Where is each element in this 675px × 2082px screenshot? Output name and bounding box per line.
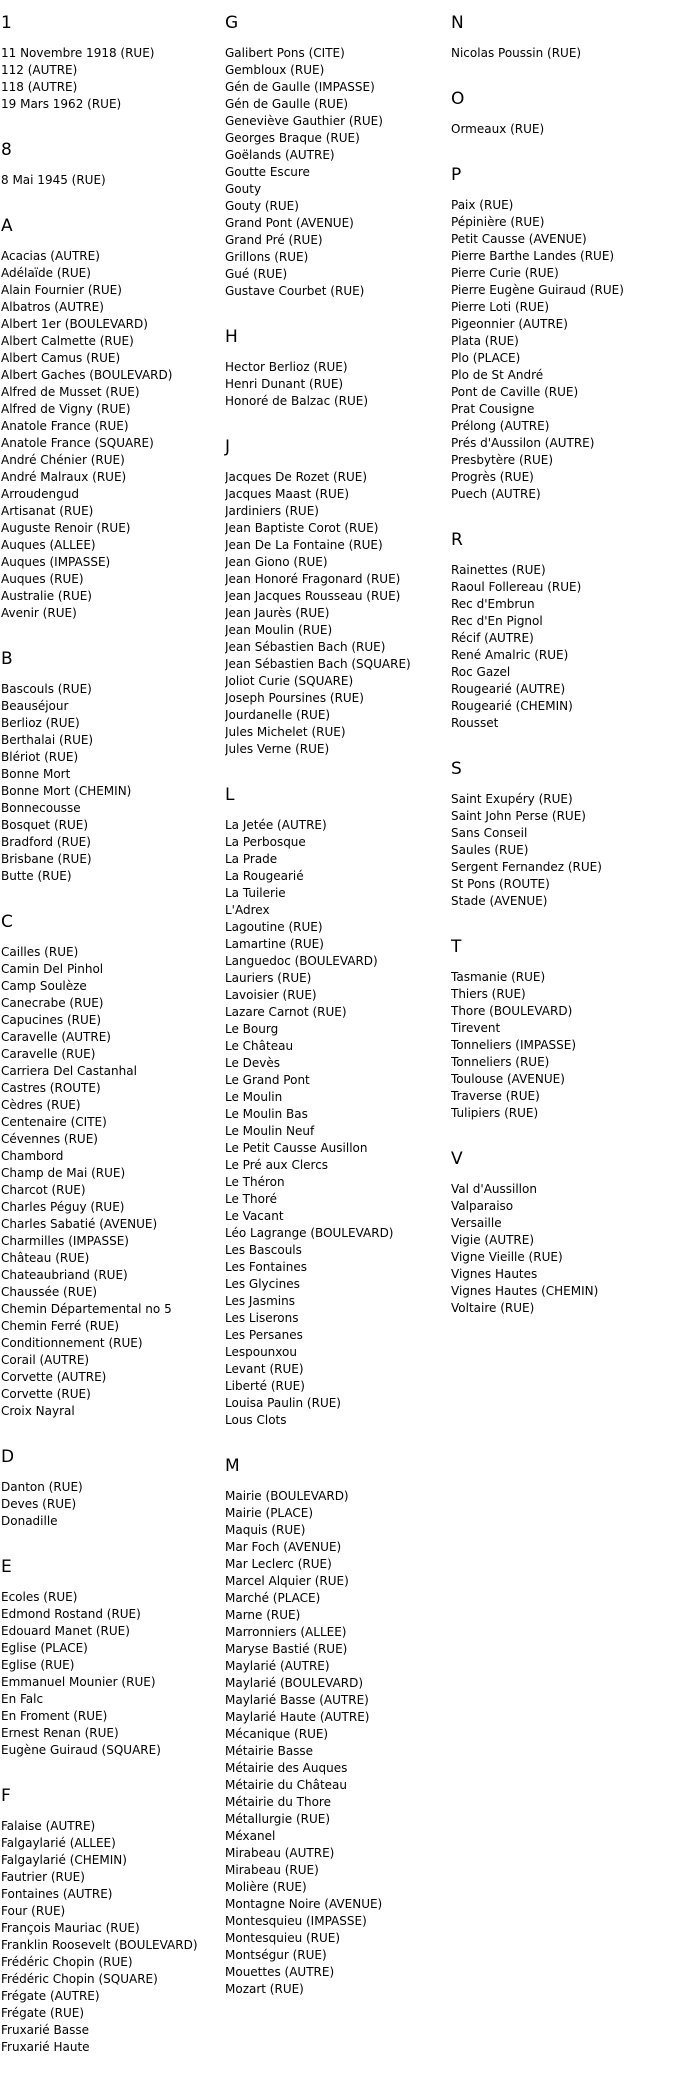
street-entry: Goëlands (AUTRE) (225, 148, 335, 162)
street-entry: Ecoles (RUE) (1, 1590, 78, 1604)
street-entry: Chemin Ferré (RUE) (1, 1319, 120, 1333)
street-entry: Lavoisier (RUE) (225, 988, 317, 1002)
street-entry: Roc Gazel (451, 665, 511, 679)
street-entry: Brisbane (RUE) (1, 852, 92, 866)
street-entry: La Prade (225, 852, 278, 866)
street-entry: Corvette (RUE) (1, 1387, 91, 1401)
street-entry: Albert Calmette (RUE) (1, 334, 134, 348)
letter-group (225, 784, 445, 1429)
street-entry: Tirevent (451, 1021, 501, 1035)
street-entry: Joseph Poursines (RUE) (225, 691, 364, 705)
street-entry: Emmanuel Mounier (RUE) (1, 1675, 156, 1689)
street-entry: Sans Conseil (451, 826, 528, 840)
street-entry: Le Moulin Neuf (225, 1124, 315, 1138)
street-entry: Gén de Gaulle (IMPASSE) (225, 80, 375, 94)
letter-group (1, 648, 221, 885)
street-entry: Vigne Vieille (RUE) (451, 1250, 563, 1264)
street-entry: Falgaylarié (ALLEE) (1, 1836, 116, 1850)
street-entry: Frédéric Chopin (RUE) (1, 1955, 133, 1969)
street-entry: Léo Lagrange (BOULEVARD) (225, 1226, 394, 1240)
street-entry: Montagne Noire (AVENUE) (225, 1897, 383, 1911)
letter-group (1, 1556, 221, 1759)
street-entry: Mairie (BOULEVARD) (225, 1489, 349, 1503)
street-entry: Montesquieu (IMPASSE) (225, 1914, 367, 1928)
street-entry: Capucines (RUE) (1, 1013, 102, 1027)
street-entry: Goutte Escure (225, 165, 310, 179)
street-entry: Pierre Loti (RUE) (451, 300, 550, 314)
street-entry: Cailles (RUE) (1, 945, 79, 959)
street-entry: Adélaïde (RUE) (1, 266, 91, 280)
street-entry: Arroudengud (1, 487, 79, 501)
street-entry: Lauriers (RUE) (225, 971, 312, 985)
street-entry: Charcot (RUE) (1, 1183, 86, 1197)
street-entry: Plo de St André (451, 368, 544, 382)
street-entry: Jardiniers (RUE) (225, 504, 319, 518)
street-entry: Les Liserons (225, 1311, 299, 1325)
street-entry: Sergent Fernandez (RUE) (451, 860, 602, 874)
street-entry: Le Vacant (225, 1209, 284, 1223)
street-entry: Marronniers (ALLEE) (225, 1625, 347, 1639)
street-entry: Rainettes (RUE) (451, 563, 546, 577)
street-entry: Lazare Carnot (RUE) (225, 1005, 347, 1019)
street-entry: En Froment (RUE) (1, 1709, 108, 1723)
street-entry: Artisanat (RUE) (1, 504, 94, 518)
street-entry: Charles Sabatié (AVENUE) (1, 1217, 158, 1231)
letter-group (451, 12, 671, 62)
letter-heading: R (451, 530, 463, 550)
street-entry: Jean Baptiste Corot (RUE) (225, 521, 379, 535)
street-entry: Marne (RUE) (225, 1608, 301, 1622)
letter-group (225, 12, 445, 300)
street-entry: Mirabeau (RUE) (225, 1863, 319, 1877)
street-entry: Fontaines (AUTRE) (1, 1887, 113, 1901)
street-entry: Valparaiso (451, 1199, 514, 1213)
street-entry: Rougearié (CHEMIN) (451, 699, 573, 713)
street-entry: Raoul Follereau (RUE) (451, 580, 582, 594)
street-entry: Progrès (RUE) (451, 470, 534, 484)
street-entry: Alfred de Musset (RUE) (1, 385, 140, 399)
street-entry: René Amalric (RUE) (451, 648, 569, 662)
street-entry: Joliot Curie (SQUARE) (225, 674, 354, 688)
street-entry: Louisa Paulin (RUE) (225, 1396, 341, 1410)
street-entry: Deves (RUE) (1, 1497, 77, 1511)
letter-heading: J (225, 437, 231, 457)
street-entry: 118 (AUTRE) (1, 80, 78, 94)
street-entry: Bonne Mort (CHEMIN) (1, 784, 132, 798)
street-entry: Charmilles (IMPASSE) (1, 1234, 129, 1248)
letter-heading: L (225, 785, 235, 805)
street-entry: Prat Cousigne (451, 402, 535, 416)
street-entry: Edmond Rostand (RUE) (1, 1607, 141, 1621)
street-entry: St Pons (ROUTE) (451, 877, 550, 891)
street-entry: Le Petit Causse Ausillon (225, 1141, 368, 1155)
street-entry: Nicolas Poussin (RUE) (451, 46, 582, 60)
letter-group (451, 164, 671, 503)
street-entry: Versaille (451, 1216, 502, 1230)
street-entry: Eglise (PLACE) (1, 1641, 88, 1655)
street-entry: Mar Foch (AVENUE) (225, 1540, 342, 1554)
street-entry: Pierre Barthe Landes (RUE) (451, 249, 615, 263)
street-entry: Mozart (RUE) (225, 1982, 304, 1996)
street-entry: Rec d'En Pignol (451, 614, 543, 628)
street-entry: Mirabeau (AUTRE) (225, 1846, 335, 1860)
street-entry: Puech (AUTRE) (451, 487, 541, 501)
street-entry: La Perbosque (225, 835, 306, 849)
street-entry: Jourdanelle (RUE) (225, 708, 331, 722)
street-entry: Butte (RUE) (1, 869, 72, 883)
street-entry: Chateaubriand (RUE) (1, 1268, 128, 1282)
street-entry: Corail (AUTRE) (1, 1353, 90, 1367)
street-entry: Canecrabe (RUE) (1, 996, 104, 1010)
street-entry: Falgaylarié (CHEMIN) (1, 1853, 127, 1867)
letter-group (451, 88, 671, 138)
street-entry: Maryse Bastié (RUE) (225, 1642, 348, 1656)
street-entry: Marché (PLACE) (225, 1591, 321, 1605)
index-column-3 (451, 12, 671, 1343)
letter-heading: D (1, 1447, 15, 1467)
street-entry: Pépinière (RUE) (451, 215, 545, 229)
street-entry: Auguste Renoir (RUE) (1, 521, 131, 535)
street-entry: Grillons (RUE) (225, 250, 309, 264)
street-entry: Ernest Renan (RUE) (1, 1726, 119, 1740)
street-entry: Maquis (RUE) (225, 1523, 306, 1537)
street-entry: Lamartine (RUE) (225, 937, 324, 951)
letter-heading: T (451, 937, 462, 957)
street-entry: Danton (RUE) (1, 1480, 83, 1494)
street-entry: Auques (ALLEE) (1, 538, 96, 552)
street-entry: Anatole France (SQUARE) (1, 436, 154, 450)
letter-group (1, 139, 221, 189)
street-entry: Honoré de Balzac (RUE) (225, 394, 369, 408)
street-entry: Métairie du Thore (225, 1795, 331, 1809)
letter-heading: 8 (1, 140, 12, 160)
letter-heading: N (451, 13, 464, 33)
street-entry: Acacias (AUTRE) (1, 249, 100, 263)
street-entry: Mar Leclerc (RUE) (225, 1557, 332, 1571)
street-entry: Pont de Caville (RUE) (451, 385, 579, 399)
street-entry: Beauséjour (1, 699, 69, 713)
street-entry: Four (RUE) (1, 1904, 66, 1918)
street-entry: Le Château (225, 1039, 294, 1053)
street-entry: Auques (IMPASSE) (1, 555, 111, 569)
street-entry: Ormeaux (RUE) (451, 122, 545, 136)
street-entry: Pierre Eugène Guiraud (RUE) (451, 283, 624, 297)
street-entry: Eglise (RUE) (1, 1658, 75, 1672)
street-entry: Georges Braque (RUE) (225, 131, 360, 145)
street-entry: Traverse (RUE) (451, 1089, 540, 1103)
street-entry: Bascouls (RUE) (1, 682, 92, 696)
street-entry: Gouty (225, 182, 262, 196)
street-entry: Chambord (1, 1149, 64, 1163)
street-entry: En Falc (1, 1692, 44, 1706)
street-entry: Jean Honoré Fragonard (RUE) (225, 572, 401, 586)
street-entry: Blériot (RUE) (1, 750, 79, 764)
street-entry: Maylarié Basse (AUTRE) (225, 1693, 369, 1707)
street-entry: Camin Del Pinhol (1, 962, 104, 976)
letter-group (1, 12, 221, 113)
street-entry: Plata (RUE) (451, 334, 519, 348)
street-entry: Le Thoré (225, 1192, 278, 1206)
street-entry: Métairie du Château (225, 1778, 348, 1792)
street-entry: Caravelle (RUE) (1, 1047, 96, 1061)
letter-group (451, 529, 671, 732)
letter-heading: P (451, 165, 462, 185)
letter-heading: O (451, 89, 465, 109)
letter-heading: F (1, 1786, 11, 1806)
street-entry: Montesquieu (RUE) (225, 1931, 341, 1945)
street-entry: Fautrier (RUE) (1, 1870, 85, 1884)
street-entry: La Rougearié (225, 869, 304, 883)
street-entry: Petit Causse (AVENUE) (451, 232, 587, 246)
street-entry: Saint John Perse (RUE) (451, 809, 586, 823)
street-entry: Lous Clots (225, 1413, 287, 1427)
street-entry: Paix (RUE) (451, 198, 514, 212)
street-entry: Bosquet (RUE) (1, 818, 89, 832)
street-entry: Donadille (1, 1514, 58, 1528)
street-entry: Carriera Del Castanhal (1, 1064, 137, 1078)
street-entry: Tulipiers (RUE) (451, 1106, 539, 1120)
street-entry: Jean Sébastien Bach (RUE) (225, 640, 386, 654)
street-entry: Gén de Gaulle (RUE) (225, 97, 349, 111)
street-entry: Thiers (RUE) (451, 987, 526, 1001)
street-entry: Val d'Aussillon (451, 1182, 537, 1196)
street-entry: Maylarié Haute (AUTRE) (225, 1710, 370, 1724)
street-entry: Croix Nayral (1, 1404, 75, 1418)
street-entry: Jean Sébastien Bach (SQUARE) (225, 657, 411, 671)
street-entry: Jean Jaurès (RUE) (225, 606, 330, 620)
street-entry: Métallurgie (RUE) (225, 1812, 331, 1826)
street-entry: Château (RUE) (1, 1251, 90, 1265)
street-entry: François Mauriac (RUE) (1, 1921, 140, 1935)
street-entry: Gouty (RUE) (225, 199, 299, 213)
street-entry: Récif (AUTRE) (451, 631, 534, 645)
street-entry: Le Théron (225, 1175, 285, 1189)
street-entry: Lespounxou (225, 1345, 297, 1359)
street-entry: Le Bourg (225, 1022, 279, 1036)
street-entry: Jules Michelet (RUE) (225, 725, 346, 739)
street-entry: Frégate (AUTRE) (1, 1989, 100, 2003)
street-entry: Le Moulin (225, 1090, 283, 1104)
street-entry: Conditionnement (RUE) (1, 1336, 143, 1350)
street-entry: Albert Gaches (BOULEVARD) (1, 368, 173, 382)
street-entry: Falaise (AUTRE) (1, 1819, 96, 1833)
letter-heading: B (1, 649, 13, 669)
street-entry: Saint Exupéry (RUE) (451, 792, 573, 806)
index-column-1 (1, 12, 221, 2082)
street-entry: Maylarié (AUTRE) (225, 1659, 330, 1673)
letter-heading: 1 (1, 13, 12, 33)
street-entry: Albert 1er (BOULEVARD) (1, 317, 148, 331)
street-entry: Pierre Curie (RUE) (451, 266, 559, 280)
street-entry: Jules Verne (RUE) (225, 742, 330, 756)
street-entry: Tasmanie (RUE) (451, 970, 546, 984)
street-entry: La Jetée (AUTRE) (225, 818, 327, 832)
street-entry: 112 (AUTRE) (1, 63, 78, 77)
street-entry: Fruxarié Basse (1, 2023, 89, 2037)
letter-group (225, 326, 445, 410)
letter-heading: M (225, 1456, 240, 1476)
street-entry: Les Jasmins (225, 1294, 295, 1308)
letter-group (225, 436, 445, 758)
street-entry: Champ de Mai (RUE) (1, 1166, 126, 1180)
street-entry: Voltaire (RUE) (451, 1301, 535, 1315)
letter-heading: S (451, 759, 462, 779)
street-entry: Franklin Roosevelt (BOULEVARD) (1, 1938, 198, 1952)
street-entry: Cèdres (RUE) (1, 1098, 81, 1112)
letter-heading: G (225, 13, 239, 33)
street-entry: Albatros (AUTRE) (1, 300, 104, 314)
letter-heading: A (1, 216, 13, 236)
street-entry: Mécanique (RUE) (225, 1727, 329, 1741)
street-entry: Corvette (AUTRE) (1, 1370, 107, 1384)
street-entry: Berlioz (RUE) (1, 716, 80, 730)
street-entry: Le Moulin Bas (225, 1107, 308, 1121)
street-entry: Berthalai (RUE) (1, 733, 94, 747)
street-entry: Alfred de Vigny (RUE) (1, 402, 131, 416)
street-entry: L'Adrex (225, 903, 270, 917)
street-entry: Alain Fournier (RUE) (1, 283, 122, 297)
street-entry: Gué (RUE) (225, 267, 288, 281)
street-entry: Jacques Maast (RUE) (225, 487, 350, 501)
street-entry: Frédéric Chopin (SQUARE) (1, 1972, 158, 1986)
street-entry: Méxanel (225, 1829, 276, 1843)
street-entry: Bonne Mort (1, 767, 71, 781)
index-column-2 (225, 12, 445, 2024)
street-entry: Le Grand Pont (225, 1073, 310, 1087)
letter-group (1, 1785, 221, 2056)
street-entry: Mairie (PLACE) (225, 1506, 314, 1520)
street-entry: La Tuilerie (225, 886, 286, 900)
letter-group (451, 758, 671, 910)
street-entry: Chemin Départemental no 5 (1, 1302, 172, 1316)
street-entry: Plo (PLACE) (451, 351, 521, 365)
street-entry: Edouard Manet (RUE) (1, 1624, 130, 1638)
street-entry: Albert Camus (RUE) (1, 351, 121, 365)
street-entry: Jacques De Rozet (RUE) (225, 470, 368, 484)
street-entry: Montségur (RUE) (225, 1948, 327, 1962)
street-entry: Les Bascouls (225, 1243, 302, 1257)
letter-group (1, 1446, 221, 1530)
street-entry: Métairie des Auques (225, 1761, 348, 1775)
street-entry: Prés d'Aussilon (AUTRE) (451, 436, 595, 450)
street-entry: Geneviève Gauthier (RUE) (225, 114, 383, 128)
street-entry: Vigie (AUTRE) (451, 1233, 535, 1247)
street-entry: Prélong (AUTRE) (451, 419, 550, 433)
street-entry: Camp Soulèze (1, 979, 87, 993)
street-entry: Languedoc (BOULEVARD) (225, 954, 378, 968)
street-entry: Bradford (RUE) (1, 835, 91, 849)
street-entry: Tonneliers (RUE) (451, 1055, 550, 1069)
street-entry: Frégate (RUE) (1, 2006, 85, 2020)
street-entry: Castres (ROUTE) (1, 1081, 101, 1095)
street-entry: Les Fontaines (225, 1260, 307, 1274)
street-entry: Les Glycines (225, 1277, 300, 1291)
street-entry: Caravelle (AUTRE) (1, 1030, 111, 1044)
street-entry: Avenir (RUE) (1, 606, 77, 620)
street-entry: André Malraux (RUE) (1, 470, 127, 484)
street-entry: Tonneliers (IMPASSE) (451, 1038, 577, 1052)
street-entry: Liberté (RUE) (225, 1379, 305, 1393)
street-entry: Hector Berlioz (RUE) (225, 360, 348, 374)
street-entry: Anatole France (RUE) (1, 419, 129, 433)
street-entry: Presbytère (RUE) (451, 453, 554, 467)
street-entry: Levant (RUE) (225, 1362, 304, 1376)
street-entry: Stade (AVENUE) (451, 894, 548, 908)
street-entry: Métairie Basse (225, 1744, 314, 1758)
street-entry: 11 Novembre 1918 (RUE) (1, 46, 155, 60)
letter-group (225, 1455, 445, 1998)
street-entry: 8 Mai 1945 (RUE) (1, 173, 106, 187)
street-entry: Eugène Guiraud (SQUARE) (1, 1743, 161, 1757)
street-entry: Vignes Hautes (CHEMIN) (451, 1284, 599, 1298)
street-entry: Bonnecousse (1, 801, 81, 815)
street-entry: Rougearié (AUTRE) (451, 682, 566, 696)
street-entry: Auques (RUE) (1, 572, 84, 586)
street-entry: Le Devès (225, 1056, 281, 1070)
street-entry: Mouettes (AUTRE) (225, 1965, 335, 1979)
street-entry: 19 Mars 1962 (RUE) (1, 97, 122, 111)
letter-group (451, 1148, 671, 1317)
street-entry: Marcel Alquier (RUE) (225, 1574, 349, 1588)
street-entry: Australie (RUE) (1, 589, 92, 603)
street-entry: Jean Jacques Rousseau (RUE) (225, 589, 401, 603)
street-entry: Cévennes (RUE) (1, 1132, 98, 1146)
street-entry: Chaussée (RUE) (1, 1285, 98, 1299)
street-entry: Maylarié (BOULEVARD) (225, 1676, 364, 1690)
street-entry: Les Persanes (225, 1328, 303, 1342)
letter-heading: H (225, 327, 238, 347)
street-entry: Grand Pont (AVENUE) (225, 216, 354, 230)
letter-heading: E (1, 1557, 12, 1577)
street-entry: Vignes Hautes (451, 1267, 538, 1281)
street-entry: Pigeonnier (AUTRE) (451, 317, 568, 331)
street-entry: Gembloux (RUE) (225, 63, 325, 77)
letter-group (1, 911, 221, 1420)
letter-group (1, 215, 221, 622)
street-entry: Jean De La Fontaine (RUE) (225, 538, 383, 552)
street-entry: Saules (RUE) (451, 843, 529, 857)
street-entry: Grand Pré (RUE) (225, 233, 323, 247)
street-entry: Thore (BOULEVARD) (451, 1004, 573, 1018)
street-entry: Charles Péguy (RUE) (1, 1200, 125, 1214)
street-entry: Fruxarié Haute (1, 2040, 90, 2054)
street-entry: André Chénier (RUE) (1, 453, 125, 467)
street-entry: Centenaire (CITE) (1, 1115, 107, 1129)
letter-heading: V (451, 1149, 463, 1169)
street-entry: Henri Dunant (RUE) (225, 377, 344, 391)
street-entry: Lagoutine (RUE) (225, 920, 323, 934)
street-entry: Rec d'Embrun (451, 597, 535, 611)
street-entry: Jean Giono (RUE) (225, 555, 328, 569)
street-entry: Rousset (451, 716, 499, 730)
letter-heading: C (1, 912, 13, 932)
street-entry: Gustave Courbet (RUE) (225, 284, 365, 298)
street-entry: Molière (RUE) (225, 1880, 307, 1894)
street-entry: Le Pré aux Clercs (225, 1158, 329, 1172)
street-entry: Jean Moulin (RUE) (225, 623, 333, 637)
street-entry: Galibert Pons (CITE) (225, 46, 345, 60)
street-entry: Toulouse (AVENUE) (451, 1072, 565, 1086)
letter-group (451, 936, 671, 1122)
